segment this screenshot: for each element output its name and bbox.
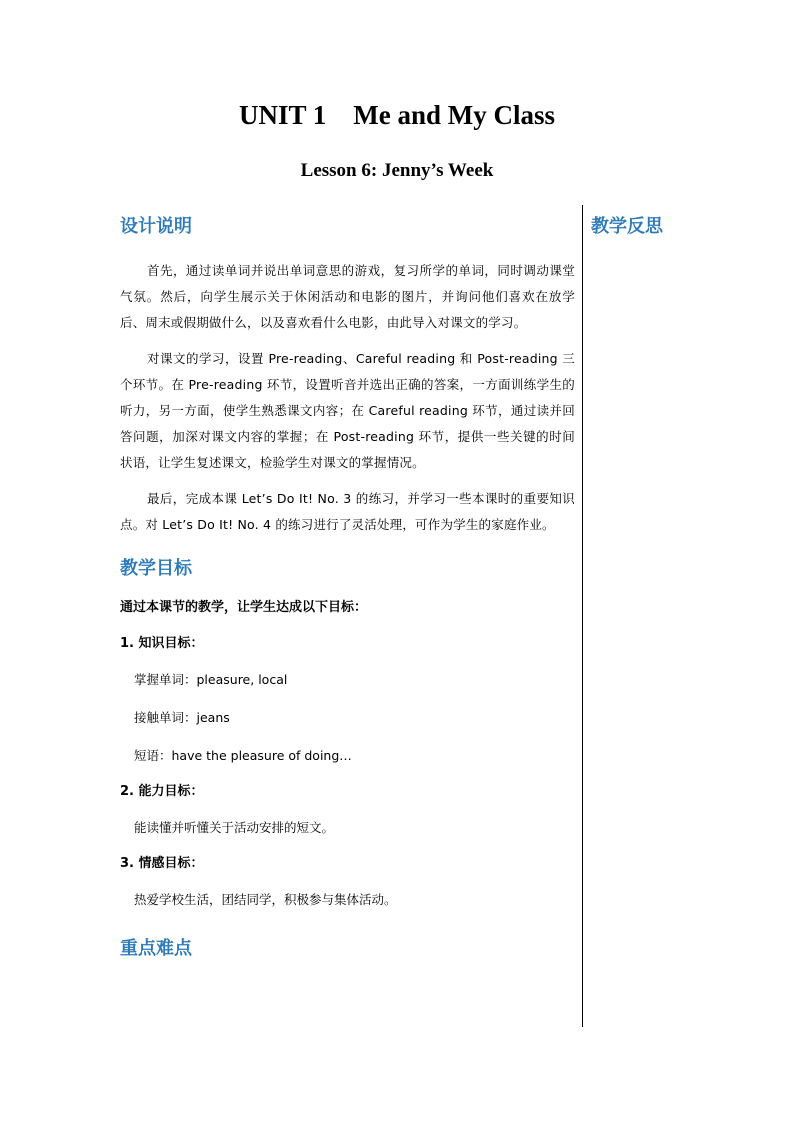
key-points-heading: 重点难点: [120, 938, 192, 959]
knowledge-item: 短语：have the pleasure of doing…: [134, 748, 352, 763]
knowledge-goal-label: 1. 知识目标：: [120, 636, 204, 651]
main-column: [120, 212, 575, 966]
lesson-subtitle: Lesson 6: Jenny’s Week: [300, 160, 494, 181]
emotion-goal-label: 3. 情感目标：: [120, 856, 204, 871]
ability-item: 能读懂并听懂关于活动安排的短文。: [134, 820, 335, 835]
design-paragraph-2: 对课文的学习，设置 Pre-reading、Careful reading 和 Post-reading 三个环节。在 Pre-reading 环节，设置听音并选出正确的答案，一方面训练学生的听力，另一方面，使学生熟悉课文内容；在 Careful reading 环节，通过读并回答问题，加深对课文内容的掌握；在 Post-reading 环节，提供一些关键的时间状语，让学生复述课文，检验学生对课文的掌握情况。: [120, 351, 575, 470]
column-divider: [582, 205, 583, 1027]
page-title: UNIT 1 Me and My Class: [238, 100, 556, 130]
design-paragraph-3: 最后，完成本课 Let’s Do It! No. 3 的练习，并学习一些本课时的重要知识点。对 Let’s Do It! No. 4 的练习进行了灵活处理，可作为学生的家庭作业。: [120, 491, 575, 532]
knowledge-item: 接触单词：jeans: [134, 710, 230, 725]
knowledge-item: 掌握单词：pleasure, local: [134, 672, 288, 687]
design-paragraph-1: 首先，通过读单词并说出单词意思的游戏，复习所学的单词，同时调动课堂气氛。然后，向学生展示关于休闲活动和电影的图片，并询问他们喜欢在放学后、周末或假期做什么，以及喜欢看什么电影，由此导入对课文的学习。: [120, 263, 575, 330]
design-heading: 设计说明: [120, 216, 192, 237]
emotion-item: 热爱学校生活，团结同学，积极参与集体活动。: [134, 892, 397, 907]
side-column: [591, 212, 771, 244]
goals-intro: 通过本课节的教学，让学生达成以下目标：: [120, 600, 368, 615]
reflection-heading: 教学反思: [591, 216, 663, 237]
goals-heading: 教学目标: [120, 558, 192, 579]
ability-goal-label: 2. 能力目标：: [120, 784, 204, 799]
